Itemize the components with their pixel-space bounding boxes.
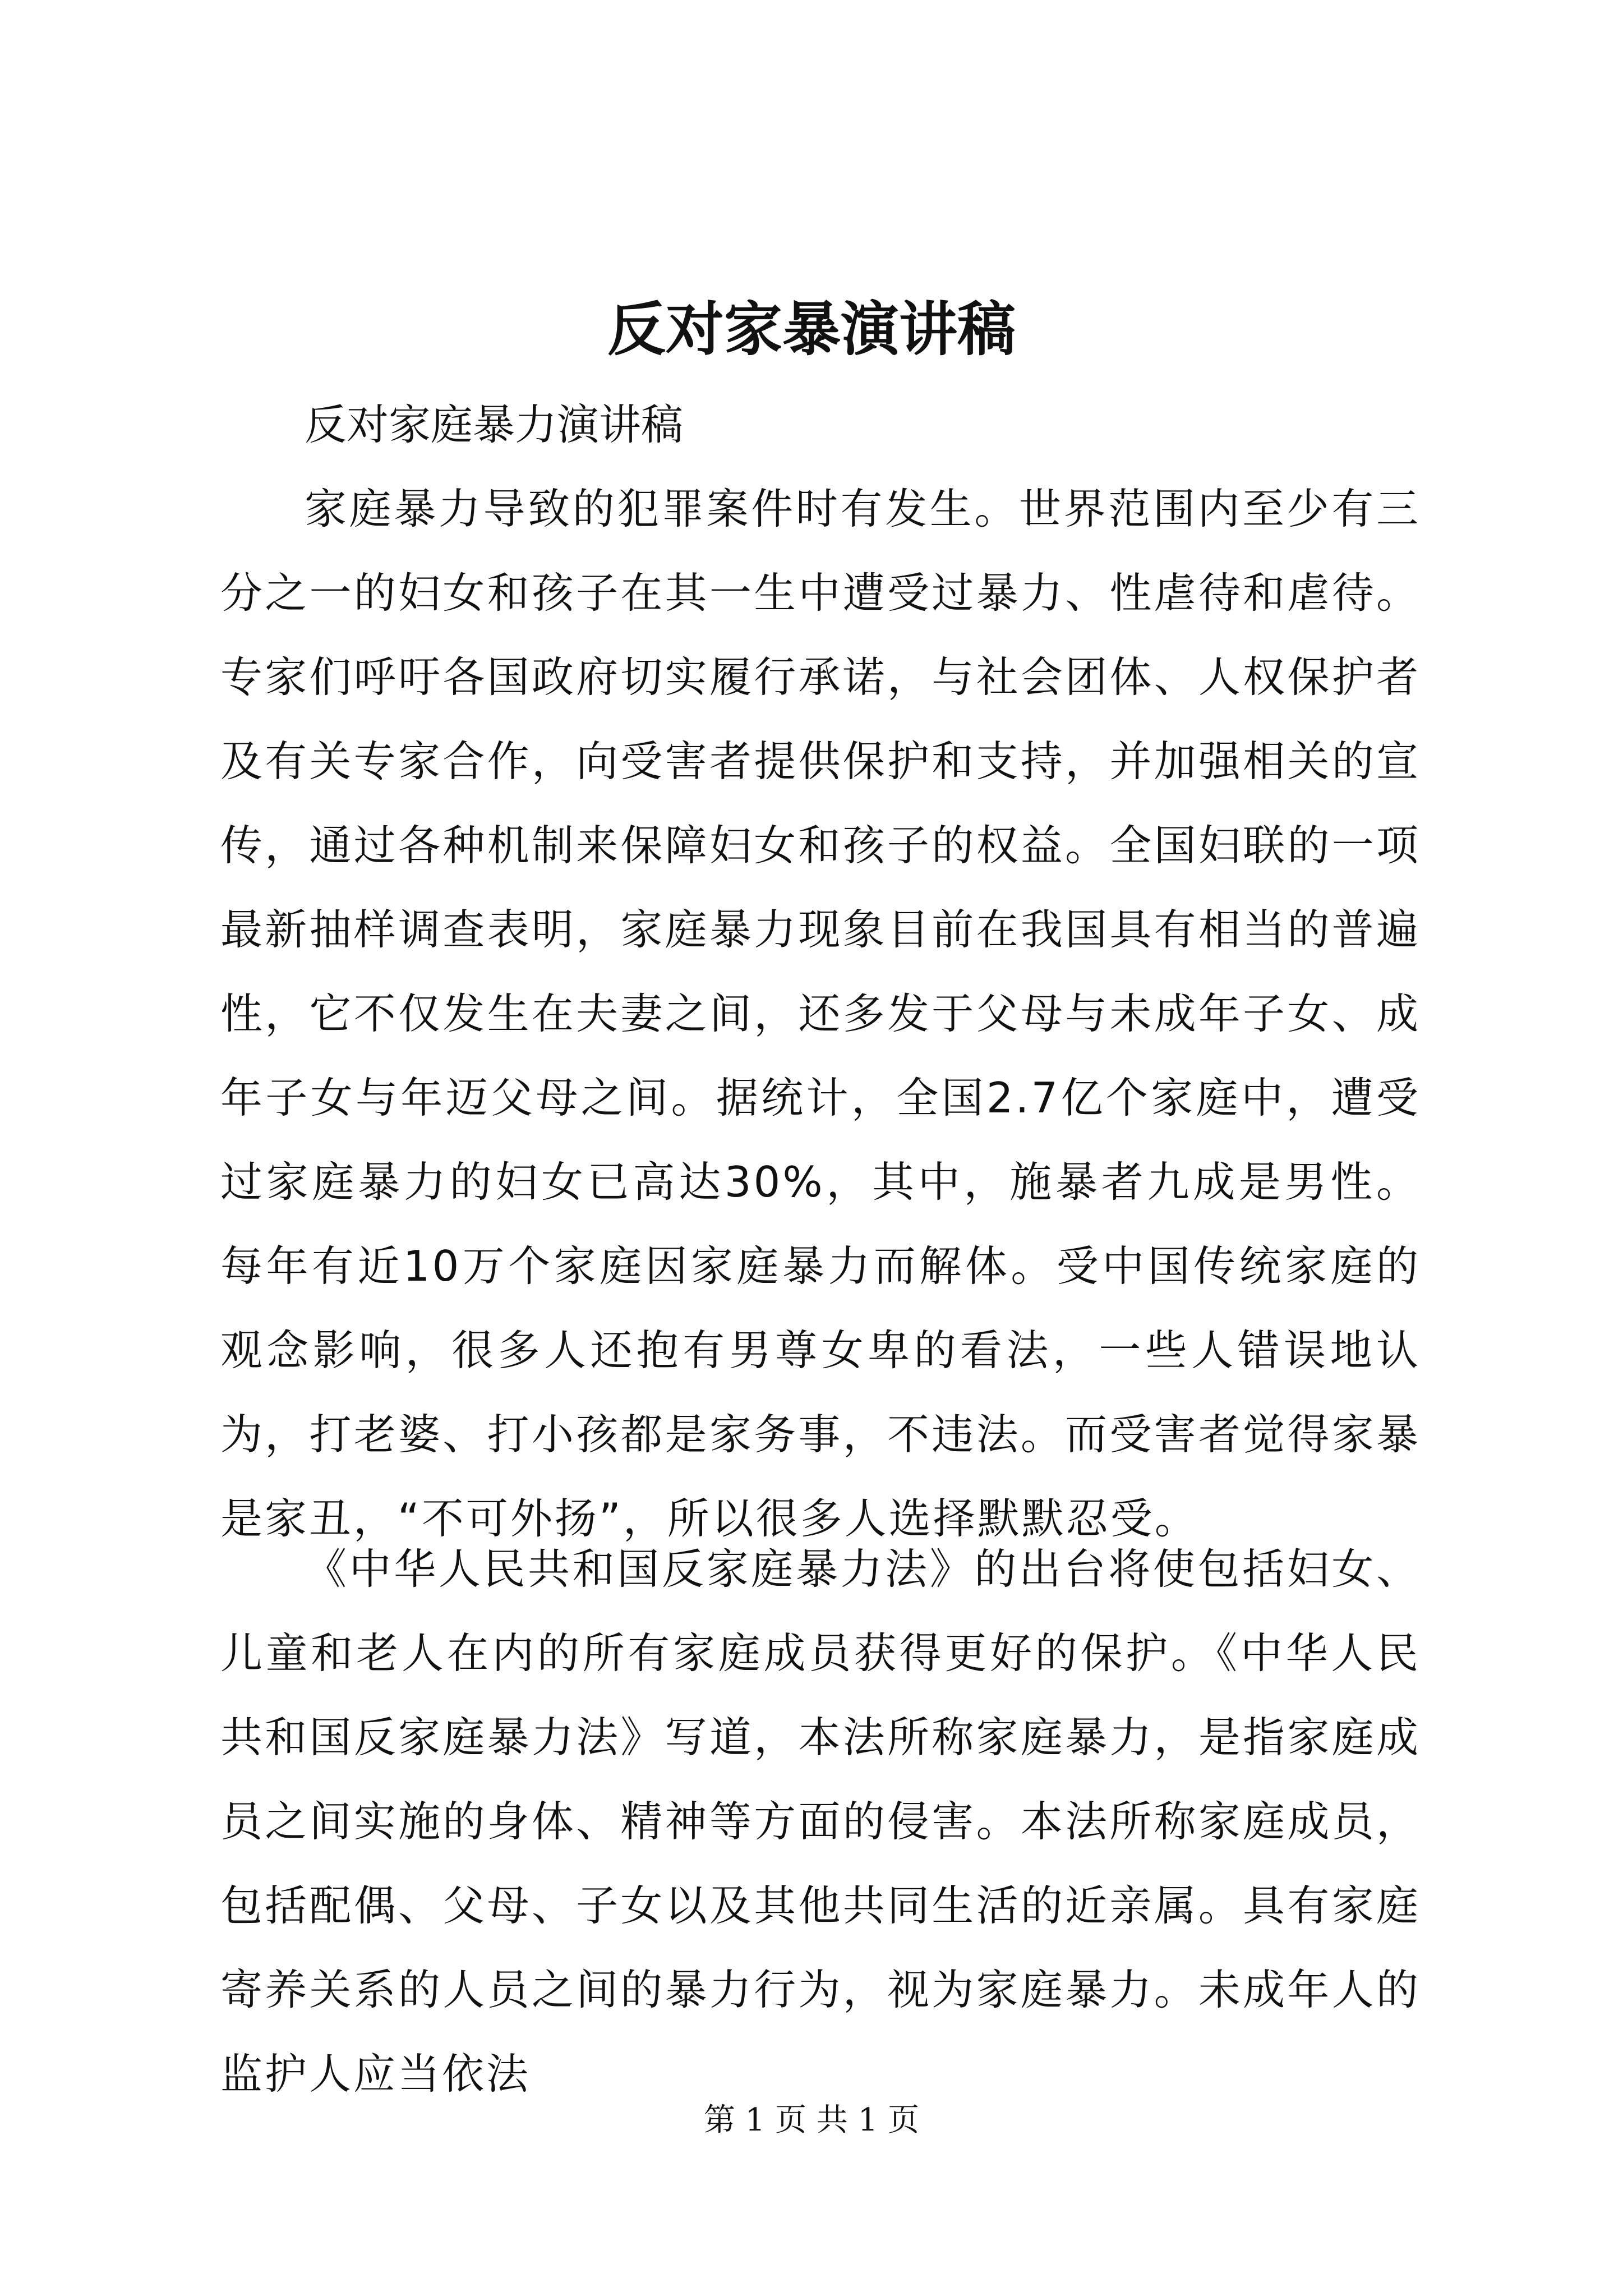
document-title: 反对家暴演讲稿 (607, 295, 1016, 364)
document-subtitle: 反对家庭暴力演讲稿 (305, 400, 684, 449)
body-paragraph: 《中华人民共和国反家庭暴力法》的出台将使包括妇女、儿童和老人在内的所有家庭成员获得更好的保护。《中华人民共和国反家庭暴力法》写道，本法所称家庭暴力，是指家庭成员之间实施的身体、精神等方面的侵害。本法所称家庭成员，包括配偶、父母、子女以及其他共同生活的近亲属。具有家庭寄养关系的人员之间的暴力行为，视为家庭暴力。未成年人的监护人应当依法 (220, 1544, 1421, 2099)
page-number-footer: 第 1 页 共 1 页 (703, 2102, 920, 2138)
body-paragraph: 家庭暴力导致的犯罪案件时有发生。世界范围内至少有三分之一的妇女和孩子在其一生中遭受过暴力、性虐待和虐待。专家们呼吁各国政府切实履行承诺，与社会团体、人权保护者及有关专家合作，向受害者提供保护和支持，并加强相关的宣传，通过各种机制来保障妇女和孩子的权益。全国妇联的一项最新抽样调查表明，家庭暴力现象目前在我国具有相当的普遍性，它不仅发生在夫妻之间，还多发于父母与未成年子女、成年子女与年迈父母之间。据统计，全国2.7亿个家庭中，遭受过家庭暴力的妇女已高达30%，其中，施暴者九成是男性。每年有近10万个家庭因家庭暴力而解体。受中国传统家庭的观念影响，很多人还抱有男尊女卑的看法，一些人错误地认为，打老婆、打小孩都是家务事，不违法。而受害者觉得家暴是家丑，“不可外扬”，所以很多人选择默默忍受。 (220, 484, 1421, 1543)
